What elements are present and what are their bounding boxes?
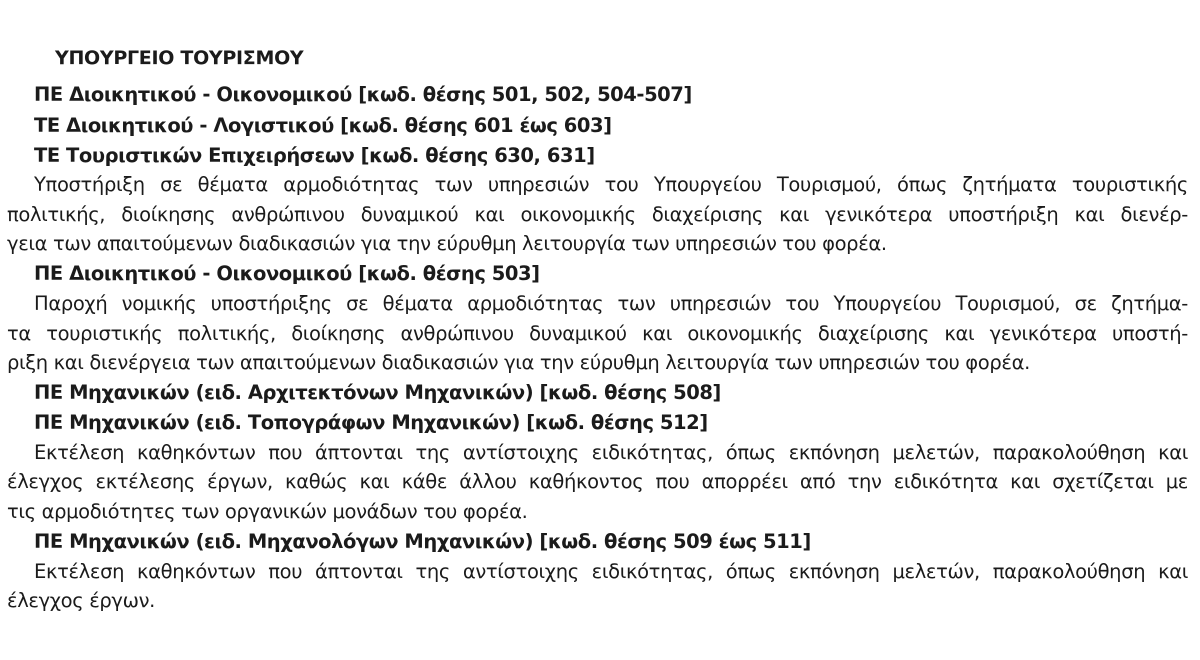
description-line: Εκτέλεση καθηκόντων που άπτονται της αντίστοιχης ειδικότητας, όπως εκπόνηση μελετών, παρακολούθηση και bbox=[34, 441, 1188, 464]
position-heading: ΤΕ Διοικητικού - Λογιστικού [κωδ. θέσης 601 έως 603] bbox=[34, 114, 612, 137]
position-heading: ΠΕ Μηχανικών (ειδ. Μηχανολόγων Μηχανικών) [κωδ. θέσης 509 έως 511] bbox=[34, 530, 811, 553]
description-line: έλεγχος έργων. bbox=[7, 589, 155, 612]
position-heading: ΤΕ Τουριστικών Επιχειρήσεων [κωδ. θέσης 630, 631] bbox=[34, 144, 595, 167]
description-line: Παροχή νομικής υποστήριξης σε θέματα αρμοδιότητας των υπηρεσιών του Υπουργείου Τουρισμού, σε ζητήμα- bbox=[34, 292, 1188, 315]
description-line: ριξη και διενέργεια των απαιτούμενων διαδικασιών για την εύρυθμη λειτουργία των υπηρεσιών του φορέα. bbox=[7, 351, 1030, 374]
description-line: Υποστήριξη σε θέματα αρμοδιότητας των υπηρεσιών του Υπουργείου Τουρισμού, όπως ζητήματα τουριστικής bbox=[34, 173, 1188, 196]
description-line: πολιτικής, διοίκησης ανθρώπινου δυναμικού και οικονομικής διαχείρισης και γενικότερα υποστήριξη και διενέρ- bbox=[7, 203, 1188, 226]
position-heading: ΠΕ Μηχανικών (ειδ. Αρχιτεκτόνων Μηχανικών) [κωδ. θέσης 508] bbox=[34, 381, 721, 404]
position-heading: ΠΕ Μηχανικών (ειδ. Τοπογράφων Μηχανικών) [κωδ. θέσης 512] bbox=[34, 411, 708, 434]
description-line: έλεγχος εκτέλεσης έργων, καθώς και κάθε άλλου καθήκοντος που απορρέει από την ειδικότητα και σχετίζεται με bbox=[7, 470, 1188, 493]
description-line: γεια των απαιτούμενων διαδικασιών για την εύρυθμη λειτουργία των υπηρεσιών του φορέα. bbox=[7, 232, 887, 255]
position-heading: ΠΕ Διοικητικού - Οικονομικού [κωδ. θέσης 503] bbox=[34, 262, 540, 285]
description-line: τα τουριστικής πολιτικής, διοίκησης ανθρώπινου δυναμικού και οικονομικής διαχείρισης και γενικότερα υποστή- bbox=[7, 322, 1188, 345]
ministry-title: ΥΠΟΥΡΓΕΙΟ ΤΟΥΡΙΣΜΟΥ bbox=[55, 47, 304, 69]
position-heading: ΠΕ Διοικητικού - Οικονομικού [κωδ. θέσης 501, 502, 504-507] bbox=[34, 83, 692, 106]
description-line: τις αρμοδιότητες των οργανικών μονάδων του φορέα. bbox=[7, 500, 528, 523]
description-line: Εκτέλεση καθηκόντων που άπτονται της αντίστοιχης ειδικότητας, όπως εκπόνηση μελετών, παρακολούθηση και bbox=[34, 560, 1188, 583]
